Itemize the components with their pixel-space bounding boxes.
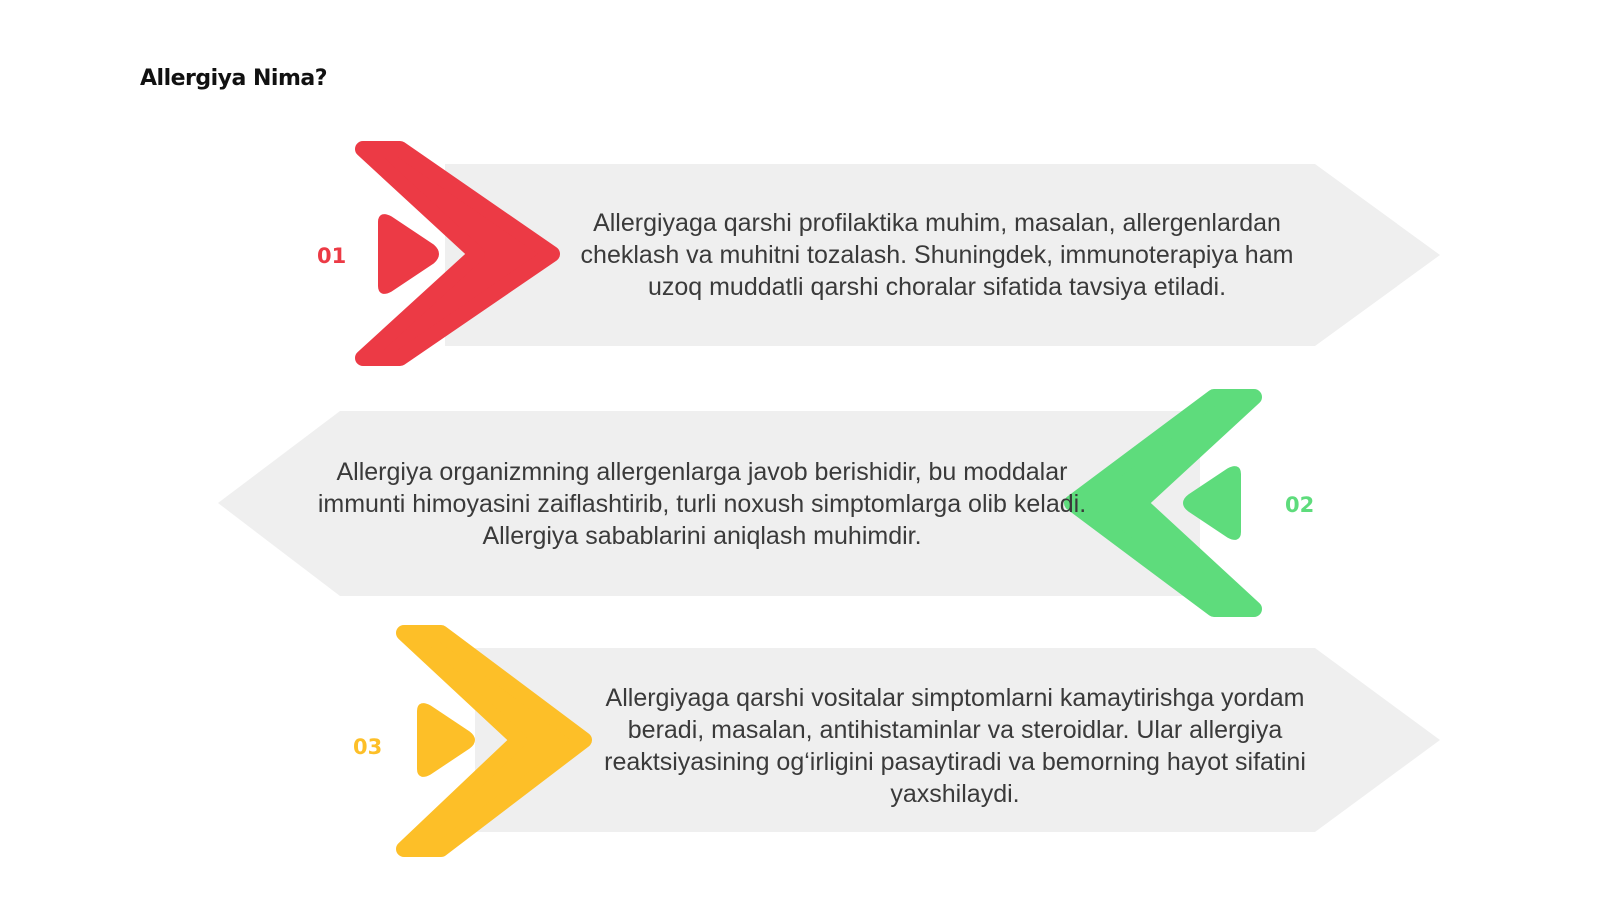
step-3-number: 03	[353, 735, 383, 759]
step-2-number: 02	[1285, 493, 1315, 517]
step-3-text: Allergiyaga qarshi vositalar simptomlarni kamaytirishga yordam beradi, masalan, antihistaminlar va steroidlar. Ular allergiya reaktsiyasining og‘irligini pasaytiradi va bemorning hayot sifatini yaxshilaydi.	[604, 684, 1306, 808]
step-2-text: Allergiya organizmning allergenlarga javob berishidir, bu moddalar immunti himoyasini zaiflashtirib, turli noxush simptomlarga olib keladi. Allergiya sabablarini aniqlash muhimdir.	[317, 458, 1087, 550]
play-arrow-icon	[420, 706, 472, 774]
step-1-text: Allergiyaga qarshi profilaktika muhim, masalan, allergenlardan cheklash va muhitni tozalash. Shuningdek, immunoterapiya ham uzoq muddatli qarshi choralar sifatida tavsiya etiladi.	[580, 209, 1294, 301]
step-1-number: 01	[317, 244, 347, 268]
play-arrow-icon	[381, 217, 436, 291]
page-title: Allergiya Nima?	[140, 66, 327, 91]
